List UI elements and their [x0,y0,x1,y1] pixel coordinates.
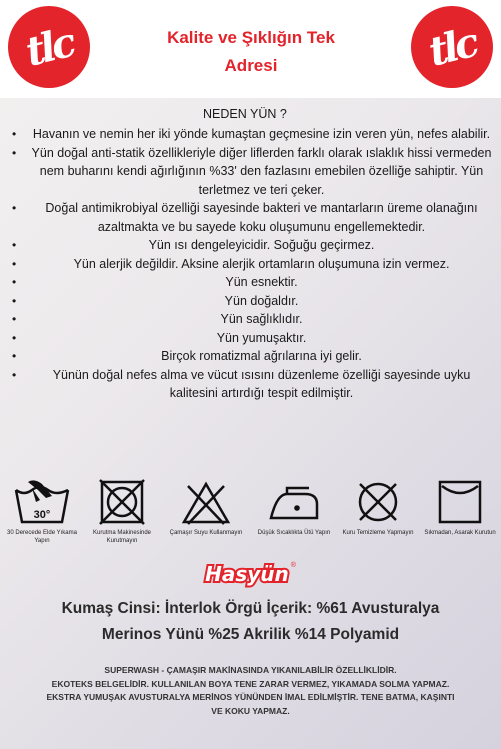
bullet-icon: • [12,256,17,271]
svg-text:30°: 30° [33,509,51,521]
list-item: • Yün yumuşaktır. [4,329,497,348]
bullet-icon: • [12,330,17,345]
list-item: • Birçok romatizmal ağrılarına iyi gelir. [4,347,497,366]
care-label: Sıkmadan, Asarak Kurutun [424,530,496,536]
bullet-icon: • [12,238,17,252]
brand-name: Hasyün [205,562,289,586]
care-item-line-dry [422,476,498,538]
registered-mark: ® [290,562,296,569]
care-item-no-dry-clean [340,476,416,538]
note-superwash: SUPERWASH - ÇAMAŞIR MAKİNASINDA YIKANILABİLİR ÖZELLİKLİDİR. [104,665,397,675]
list-item: • Yün sağlıklıdır. [4,310,497,329]
list-item: • Havanın ve nemin her iki yönde kumaştan geçmesine izin veren yün, nefes alabilir. [4,125,497,144]
bullet-icon: • [12,349,17,363]
fabric-line1: Kumaş Cinsi: İnterlok Örgü İçerik: %61 Avusturalya [61,600,440,617]
line-dry-icon [434,476,486,528]
note-ekoteks: EKOTEKS BELGELİDİR. KULLANILAN BOYA TENE ZARAR VERMEZ, YIKAMADA SOLMA YAPMAZ. [51,678,450,689]
wool-features [4,106,497,403]
fabric-line2: Merinos Yünü %25 Akrilik %14 Polyamid [101,626,400,643]
care-item-no-bleach [168,476,244,538]
header [0,0,501,98]
care-label: Kuru Temizleme Yapmayın [342,530,414,536]
care-item-no-tumble-dry [84,476,160,545]
hand-wash-30-icon [12,476,72,528]
care-item-low-iron [256,476,332,538]
care-item-hand-wash [4,476,80,545]
low-iron-icon [265,476,323,528]
tagline [110,24,392,80]
bullet-icon: • [12,127,17,141]
bullet-icon: • [12,275,17,289]
bullet-icon: • [12,367,17,382]
list-item: • Yün doğaldır. [4,292,497,311]
fabric-composition [0,596,501,648]
note-merino: EKSTRA YUMUŞAK AVUSTURALYA MERİNOS YÜNÜNDEN İMAL EDİLMİŞTİR. TENE BATMA, KAŞINTI VE KOKU YAPMAZ. [46,692,455,716]
list-item: • Yün doğal anti-statik özellikleriyle diğer liflerden farklı olarak ıslaklık hissi vermeden nem buharını kendi ağırlığının %33' den fazlasını emebilen özelliğe sahiptir. Yün terletmez ve teri çeker. [12,145,492,197]
bullet-icon: • [12,201,17,215]
care-label: Çamaşır Suyu Kullanmayın [169,530,243,536]
list-item: • Doğal antimikrobiyal özelliği sayesinde bakteri ve mantarların üreme olanağını azaltmakta ve bu sayede koku oluşumunu engellemektedir. [12,201,478,234]
list-item: • Yün ısı dengeleyicidir. Soğuğu geçirmez. [4,236,497,255]
care-label: 30 Derecede Elde Yıkama Yapın [7,530,77,544]
tagline-line2: Adresi [224,56,278,75]
list-item: • Yün esnektir. [4,273,497,292]
brand-logo-text: tlc [20,18,78,76]
brand-logo-text: tlc [423,18,481,76]
features-list [4,125,497,403]
brand-logo-left [8,6,90,88]
care-instructions [0,476,501,556]
no-tumble-dry-icon [96,476,148,528]
features-title: NEDEN YÜN ? [203,107,287,121]
care-label: Kurutma Makinesinde Kurutmayın [92,530,152,544]
no-dry-clean-icon [350,476,406,528]
care-label: Düşük Sıcaklıkta Ütü Yapın [257,530,331,536]
brand-logo-right [411,6,493,88]
list-item: • Yünün doğal nefes alma ve vücut ısısını düzenleme özelliği sayesinde uyku kalitesini artırdığı tespit edilmiştir. [12,367,471,400]
no-bleach-icon [178,476,234,528]
bullet-icon: • [12,293,17,308]
tagline-line1: Kalite ve Şıklığın Tek [167,28,335,47]
bullet-icon: • [12,145,17,160]
list-item: • Yün alerjik değildir. Aksine alerjik ortamların oluşumuna izin vermez. [4,255,497,274]
product-notes [0,664,501,718]
bullet-icon: • [12,312,17,326]
brand-logo-hasyun [0,562,501,586]
